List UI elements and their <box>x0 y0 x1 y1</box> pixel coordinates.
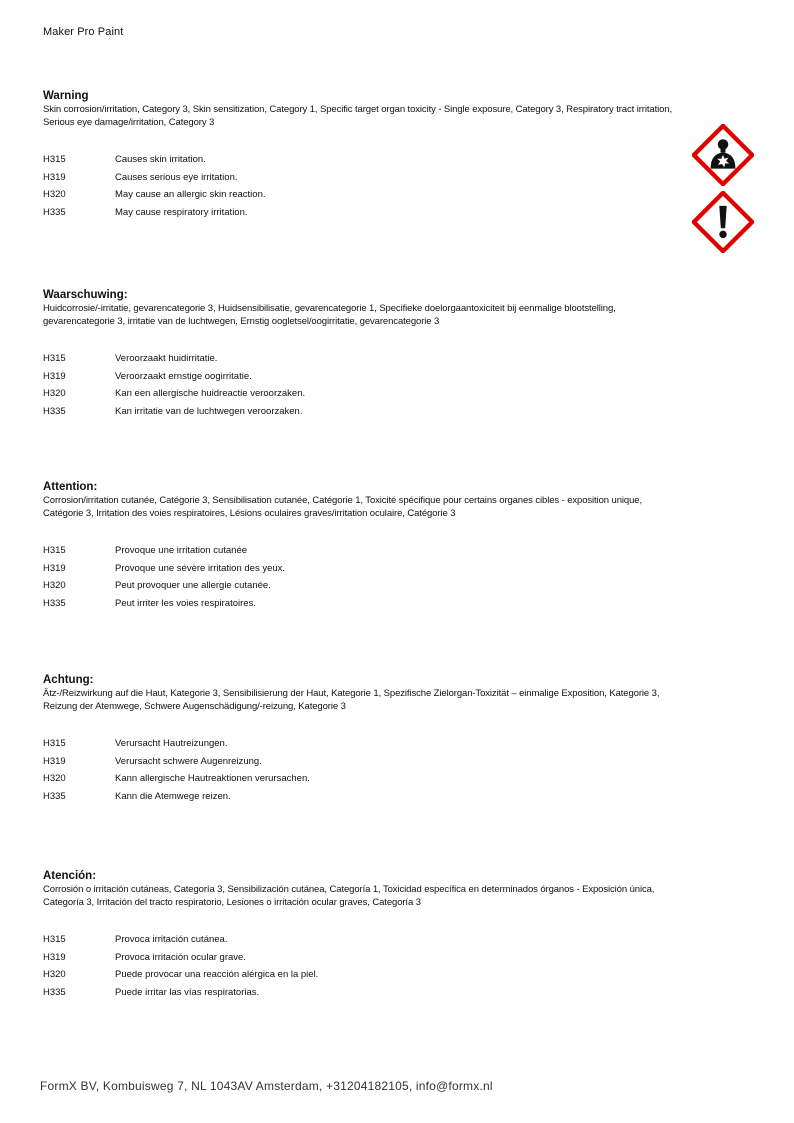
hazard-statement <box>43 577 643 595</box>
hazard-statement <box>43 403 643 421</box>
h-text: Kan een allergische huidreactie veroorzaken. <box>115 388 306 400</box>
h-code: H315 <box>43 154 66 165</box>
h-code: H319 <box>43 171 66 183</box>
hazard-statement <box>43 735 643 753</box>
company-footer: FormX BV, Kombuisweg 7, NL 1043AV Amsterdam, +31204182105, info@formx.nl <box>40 1079 493 1093</box>
hazard-section-nl <box>43 288 643 420</box>
h-text: Puede provocar una reacción alérgica en la piel. <box>115 969 319 981</box>
hazard-statement <box>43 186 643 204</box>
hazard-statement <box>43 368 643 386</box>
section-description: Skin corrosion/irritation, Category 3, Skin sensitization, Category 1, Specific target organ toxicity - Single exposure, Category 3, Respiratory tract irritation, Serious eye damage/irritation, Category 3 <box>43 104 673 128</box>
h-text: May cause respiratory irritation. <box>115 206 248 218</box>
h-text: Provoca irritación cutánea. <box>115 934 228 945</box>
hazard-statement <box>43 204 643 222</box>
h-code: H319 <box>43 562 66 574</box>
hazard-statement <box>43 931 643 949</box>
hazard-statement-list <box>43 350 643 420</box>
hazard-statement-list <box>43 542 643 612</box>
h-code: H320 <box>43 580 66 592</box>
h-text: Causes skin irritation. <box>115 154 206 165</box>
h-text: Causes serious eye irritation. <box>115 171 238 183</box>
hazard-statement <box>43 966 643 984</box>
h-text: Veroorzaakt huidirritatie. <box>115 353 218 364</box>
exclamation-mark-icon <box>692 191 754 253</box>
hazard-statement <box>43 770 643 788</box>
h-code: H335 <box>43 986 66 998</box>
h-code: H335 <box>43 405 66 417</box>
section-title: Warning <box>43 90 89 102</box>
h-text: May cause an allergic skin reaction. <box>115 189 266 201</box>
h-text: Kan irritatie van de luchtwegen veroorzaken. <box>115 405 303 417</box>
hazard-statement <box>43 788 643 806</box>
h-code: H320 <box>43 773 66 785</box>
section-title: Atención: <box>43 870 97 882</box>
section-title: Waarschuwing: <box>43 289 128 301</box>
h-code: H335 <box>43 790 66 802</box>
hazard-statement <box>43 595 643 613</box>
h-text: Kann allergische Hautreaktionen verursachen. <box>115 773 310 785</box>
h-code: H315 <box>43 545 66 556</box>
h-text: Provoca irritación ocular grave. <box>115 951 246 963</box>
section-title: Attention: <box>43 481 98 493</box>
h-text: Puede irritar las vías respiratorias. <box>115 986 260 998</box>
hazard-statement-list <box>43 931 643 1001</box>
h-code: H320 <box>43 969 66 981</box>
hazard-statement-list <box>43 151 643 221</box>
hazard-statement <box>43 151 643 169</box>
h-text: Verursacht schwere Augenreizung. <box>115 755 262 767</box>
section-description: Corrosion/irritation cutanée, Catégorie 3, Sensibilisation cutanée, Catégorie 1, Toxicité spécifique pour certains organes cibles - exposition unique, Catégorie 3, Irritation des voies respiratoires, Lésions oculaires graves/irritation oculaire, Catégorie 3 <box>43 495 642 519</box>
h-code: H319 <box>43 370 66 382</box>
h-code: H315 <box>43 934 66 945</box>
product-name: Maker Pro Paint <box>43 26 124 38</box>
hazard-statement <box>43 169 643 187</box>
hazard-statement <box>43 949 643 967</box>
h-code: H335 <box>43 597 66 609</box>
h-text: Veroorzaakt ernstige oogirritatie. <box>115 370 252 382</box>
hazard-section-de <box>43 673 660 805</box>
ghs-pictograms <box>692 124 756 258</box>
hazard-section-es <box>43 869 655 1001</box>
h-code: H335 <box>43 206 66 218</box>
h-text: Kann die Atemwege reizen. <box>115 790 231 802</box>
h-code: H319 <box>43 755 66 767</box>
section-title: Achtung: <box>43 674 94 686</box>
hazard-statement <box>43 984 643 1002</box>
section-description: Huidcorrosie/-irritatie, gevarencategorie 3, Huidsensibilisatie, gevarencategorie 1, Specifieke doelorgaantoxiciteit bij eenmalige blootstelling, gevarencategorie 3, irritatie van de luchtwegen, Ernstig oogletsel/oogirritatie, gevarencategorie 3 <box>43 303 616 327</box>
h-code: H320 <box>43 189 66 201</box>
h-text: Provoque une irritation cutanée <box>115 545 248 556</box>
hazard-statement <box>43 542 643 560</box>
h-text: Provoque une sévère irritation des yeux. <box>115 562 286 574</box>
hazard-statement <box>43 350 643 368</box>
h-code: H315 <box>43 353 66 364</box>
hazard-statement <box>43 753 643 771</box>
h-code: H320 <box>43 388 66 400</box>
h-text: Peut provoquer une allergie cutanée. <box>115 580 271 592</box>
health-hazard-icon <box>692 124 754 186</box>
h-code: H315 <box>43 738 66 749</box>
section-description: Corrosión o irritación cutáneas, Categoría 3, Sensibilización cutánea, Categoría 1, Toxicidad específica en determinados órganos - Exposición única, Categoría 3, Irritación del tracto respiratorio, Lesiones o irritación ocular graves, Categoría 3 <box>43 884 655 908</box>
h-code: H319 <box>43 951 66 963</box>
h-text: Verursacht Hautreizungen. <box>115 738 228 749</box>
section-description: Ätz-/Reizwirkung auf die Haut, Kategorie 3, Sensibilisierung der Haut, Kategorie 1, Spezifische Zielorgan-Toxizität – einmalige Exposition, Kategorie 3, Reizung der Atemwege, Schwere Augenschädigung/-reizung, Kategorie 3 <box>43 688 660 712</box>
hazard-statement-list <box>43 735 643 805</box>
hazard-statement <box>43 560 643 578</box>
hazard-statement <box>43 385 643 403</box>
hazard-section-en <box>43 89 673 221</box>
hazard-section-fr <box>43 480 643 612</box>
h-text: Peut irriter les voies respiratoires. <box>115 597 256 609</box>
